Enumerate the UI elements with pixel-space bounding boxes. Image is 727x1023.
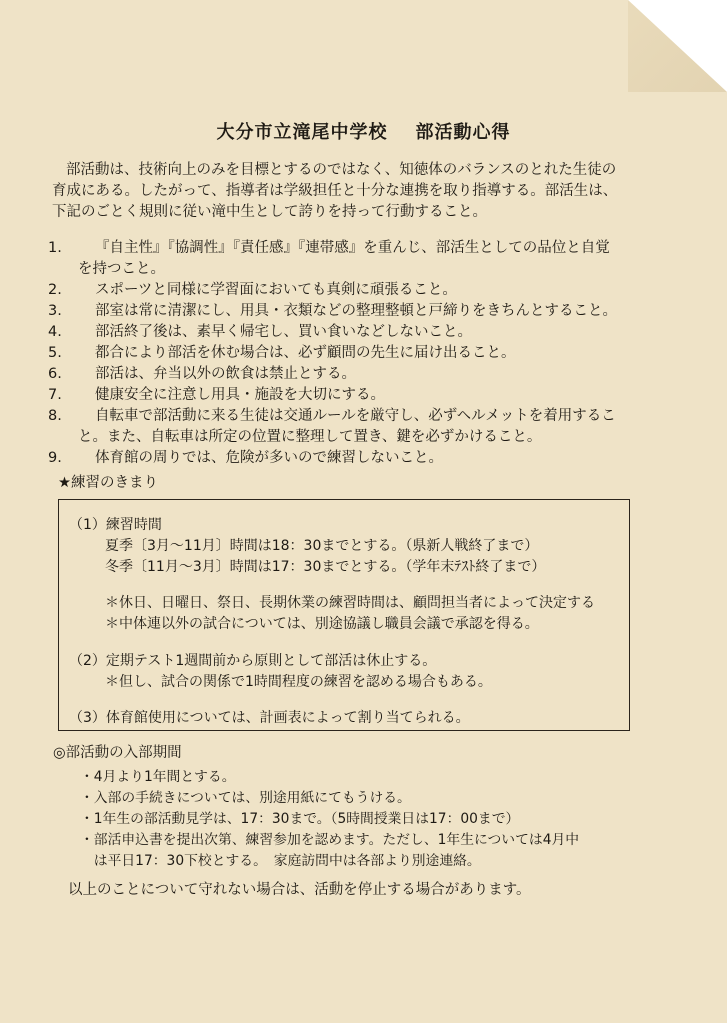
rule-number: 1. bbox=[48, 240, 62, 256]
rule-text: 体育館の周りでは、危険が多いので練習しないこと。 bbox=[95, 450, 443, 466]
page-title bbox=[0, 118, 727, 144]
rules-list bbox=[48, 238, 648, 469]
rule-text-continued: を持つこと。 bbox=[78, 261, 165, 277]
test-suspension: （2）定期テスト1週間前から原則として部活は休止する。 bbox=[69, 653, 437, 669]
practice-rules-box bbox=[58, 499, 630, 731]
rule-item bbox=[48, 448, 648, 469]
rule-number: 7. bbox=[48, 387, 62, 403]
rule-text: 部活は、弁当以外の飲食は禁止とする。 bbox=[95, 366, 356, 382]
entry-item: ・部活申込書を提出次第、練習参加を認めます。ただし、1年生については4月中 bbox=[80, 832, 580, 848]
rule-number: 4. bbox=[48, 324, 62, 340]
holiday-note: ＊休日、日曜日、祭日、長期休業の練習時間は、顧問担当者によって決定する bbox=[105, 595, 595, 611]
closing-statement: 以上のことについて守れない場合は、活動を停止する場合があります。 bbox=[68, 882, 531, 898]
rule-item bbox=[48, 322, 648, 343]
rule-text: 自転車で部活動に来る生徒は交通ルールを厳守し、必ずヘルメットを着用するこ bbox=[95, 408, 616, 424]
entry-item: ・入部の手続きについては、別途用紙にてもうける。 bbox=[80, 790, 411, 806]
rule-item bbox=[48, 406, 648, 448]
intro-line: 部活動は、技術向上のみを目標とするのではなく、知徳体のバランスのとれた生徒の bbox=[66, 162, 617, 178]
rule-number: 5. bbox=[48, 345, 62, 361]
test-suspension-note: ＊但し、試合の関係で1時間程度の練習を認める場合もある。 bbox=[105, 674, 492, 690]
rule-number: 3. bbox=[48, 303, 62, 319]
intro-line: 育成にある。したがって、指導者は学級担任と十分な連携を取り指導する。部活生は、 bbox=[52, 183, 618, 199]
practice-heading: ★練習のきまり bbox=[58, 475, 158, 491]
gym-usage: （3）体育館使用については、計画表によって割り当てられる。 bbox=[69, 710, 470, 726]
folded-corner bbox=[628, 0, 727, 92]
entry-period-heading: ◎部活動の入部期間 bbox=[53, 745, 182, 761]
rule-number: 6. bbox=[48, 366, 62, 382]
rule-text: 部室は常に清潔にし、用具・衣類などの整理整頓と戸締りをきちんとすること。 bbox=[95, 303, 617, 319]
intro-line: 下記のごとく規則に従い滝中生として誇りを持って行動すること。 bbox=[52, 204, 487, 220]
entry-item: ・1年生の部活動見学は、17：30まで。（5時間授業日は17：00まで） bbox=[80, 811, 520, 827]
rule-text: 健康安全に注意し用具・施設を大切にする。 bbox=[95, 387, 385, 403]
entry-item: は平日17：30下校とする。 家庭訪問中は各部より別途連絡。 bbox=[80, 853, 481, 869]
rule-number: 8. bbox=[48, 408, 62, 424]
rule-item bbox=[48, 343, 648, 364]
winter-hours: 冬季〔11月〜3月〕時間は17：30までとする。（学年末ﾃｽﾄ終了まで） bbox=[105, 559, 546, 575]
rule-item bbox=[48, 301, 648, 322]
rule-text: 都合により部活を休む場合は、必ず顧問の先生に届け出ること。 bbox=[95, 345, 516, 361]
rule-text-continued: と。また、自転車は所定の位置に整理して置き、鍵を必ずかけること。 bbox=[78, 429, 542, 445]
rule-text: 部活終了後は、素早く帰宅し、買い食いなどしないこと。 bbox=[95, 324, 472, 340]
rule-item bbox=[48, 364, 648, 385]
rule-text: スポーツと同様に学習面においても真剣に頑張ること。 bbox=[95, 282, 457, 298]
school-name: 大分市立滝尾中学校 bbox=[216, 122, 388, 143]
rule-number: 2. bbox=[48, 282, 62, 298]
summer-hours: 夏季〔3月〜11月〕時間は18：30までとする。（県新人戦終了まで） bbox=[105, 538, 539, 554]
match-note: ＊中体連以外の試合については、別途協議し職員会議で承認を得る。 bbox=[105, 616, 539, 632]
rule-number: 9. bbox=[48, 450, 62, 466]
document-name: 部活動心得 bbox=[415, 122, 511, 143]
rule-item bbox=[48, 385, 648, 406]
intro-paragraph bbox=[52, 160, 652, 223]
rule-text: 『自主性』『協調性』『責任感』『連帯感』を重んじ、部活生としての品位と自覚 bbox=[95, 240, 610, 256]
rule-item bbox=[48, 238, 648, 280]
rule-item bbox=[48, 280, 648, 301]
practice-hours-label: （1）練習時間 bbox=[69, 517, 162, 533]
entry-item: ・4月より1年間とする。 bbox=[80, 769, 236, 785]
